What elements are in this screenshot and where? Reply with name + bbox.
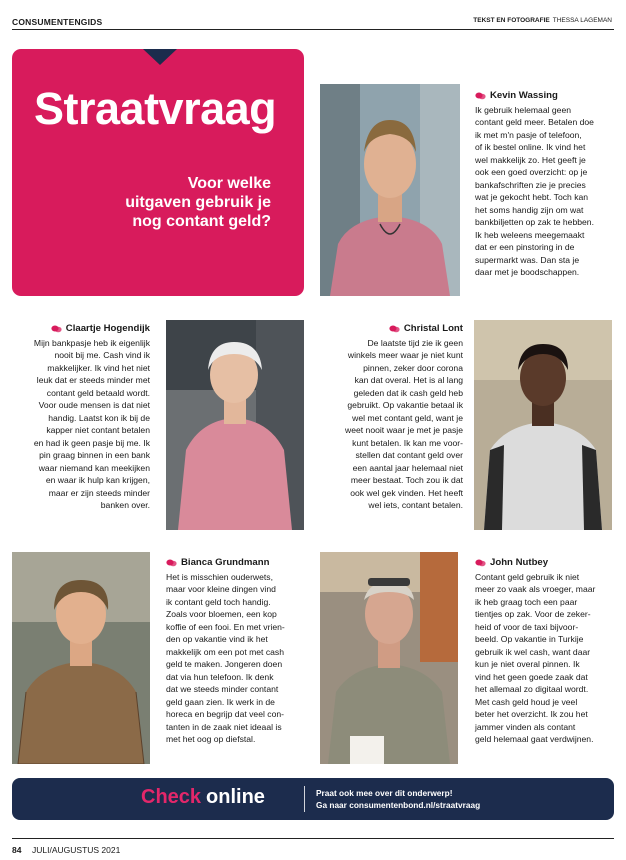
- quote-christal-lont: [345, 323, 463, 512]
- speech-bubble-icon: [51, 325, 62, 333]
- quote-line: wat je gekocht hebt. Toch kan: [475, 192, 589, 202]
- banner-text: [316, 787, 480, 811]
- person-name: John Nutbey: [475, 557, 595, 570]
- speech-bubble-icon: [475, 559, 486, 567]
- speech-bubble-icon: [166, 559, 177, 567]
- quote-line: makkelijk om een pot met cash: [166, 646, 284, 657]
- quote-line: gebruikt. Op vakantie betaal ik: [347, 400, 463, 410]
- photo-christal-lont: [474, 320, 612, 530]
- speech-bubble-icon: [389, 325, 400, 333]
- quote-line: stellen dat contant geld over: [355, 450, 463, 460]
- quote-line: waar niemand kan meekijken: [38, 462, 150, 473]
- photo-claartje-hogendijk: [166, 320, 304, 530]
- quote-line: weet nooit waar je met je pasje: [345, 425, 463, 435]
- quote-line: geld helemaal gaat verdwijnen.: [475, 734, 594, 744]
- banner-online-word: online: [206, 786, 265, 808]
- header-rule: [12, 29, 614, 30]
- person-name: Kevin Wassing: [475, 90, 594, 103]
- quote-claartje-hogendijk: [34, 323, 150, 512]
- quote-line: ik contant geld toch handig.: [166, 596, 271, 607]
- quote-line: pinnen, zeker door corona: [363, 362, 463, 373]
- quote-line: bankafschriften zie je precies: [475, 179, 586, 190]
- credit-label: TEKST EN FOTOGRAFIE: [473, 17, 550, 24]
- quote-line: ik heb graag toch een paar: [475, 596, 578, 607]
- banner-divider: [304, 786, 305, 812]
- quote-line: kun je niet overal pinnen. Ik: [475, 659, 580, 669]
- issue-date: JULI/AUGUSTUS 2021: [32, 845, 121, 855]
- quote-line: supermarkt was. Dan sta je: [475, 254, 580, 265]
- credit-author: THESSA LAGEMAN: [552, 17, 612, 24]
- quote-line: dat via hun telefoon. Ik denk: [166, 671, 274, 682]
- quote-bianca-grundmann: [166, 557, 285, 746]
- quote-line: nooit bij me. Cash vind ik: [54, 350, 150, 360]
- quote-line: De laatste tijd zie ik geen: [367, 337, 463, 348]
- speech-bubble-icon: [475, 92, 486, 100]
- banner-heading: [141, 786, 265, 809]
- quote-line: gebruik ik wel cash, want daar: [475, 646, 591, 657]
- quote-line: kunt betalen. Ik kan me voor-: [352, 437, 463, 448]
- quote-line: maar voor kleine dingen vind: [166, 584, 276, 594]
- quote-line: heid of voor de taxi bijvoor-: [475, 621, 579, 632]
- quote-line: contant geld betaald wordt.: [46, 387, 150, 398]
- quote-line: of ik bestel online. Ik vind het: [475, 142, 586, 152]
- question-line: nog contant geld?: [132, 213, 271, 230]
- quote-line: den op vakantie vind ik het: [166, 634, 268, 644]
- quote-line: meer zo vaak als vroeger, maar: [475, 584, 596, 594]
- quote-line: koffie of een fooi. En met vrien-: [166, 621, 285, 632]
- quote-line: het soms handig zijn om wat: [475, 204, 584, 215]
- quote-line: en had ik geen pasje bij me. Ik: [33, 437, 150, 448]
- quote-line: makkelijker. Ik vind het niet: [47, 362, 150, 373]
- quote-line: bankbiljetten op zak te hebben.: [475, 217, 594, 227]
- quote-line: Contant geld gebruik ik niet: [475, 571, 580, 582]
- quote-line: geld gaan zien. Ik werk in de: [166, 696, 275, 707]
- quote-line: kapper niet contant betalen: [46, 425, 150, 435]
- quote-line: contant geld meer. Betalen doe: [475, 117, 594, 127]
- footer-rule: [12, 838, 614, 839]
- quote-line: geld te maken. Jongeren doen: [166, 659, 283, 669]
- quote-line: geleden dat ik cash geld heb: [353, 387, 463, 398]
- quote-line: Ik heb weleens meegemaakt: [475, 229, 585, 240]
- question-line: Voor welke: [187, 175, 271, 192]
- quote-line: wel makkelijk zo. Het geeft je: [475, 154, 586, 165]
- quote-line: Zoals voor bloemen, een kop: [166, 609, 277, 619]
- page-number: 84: [12, 845, 22, 855]
- quote-line: en waar ik hulp kan krijgen,: [45, 475, 150, 485]
- quote-line: met het oog op diefstal.: [166, 734, 256, 744]
- quote-line: pin graag binnen in een bank: [39, 450, 150, 460]
- quote-line: het allemaal zo digitaal wordt.: [475, 684, 589, 694]
- quote-line: wel iets, contant betalen.: [368, 500, 463, 510]
- quote-line: leuk dat er steeds minder met: [36, 375, 150, 385]
- quote-line: horeca en begrijp dat veel con-: [166, 709, 285, 719]
- quote-line: ik met m'n pasje of telefoon,: [475, 129, 582, 140]
- quote-line: ook wel gek vinden. Het heeft: [350, 487, 463, 498]
- photo-bianca-grundmann: [12, 552, 150, 764]
- page-title: Straatvraag: [34, 83, 277, 134]
- quote-line: winkels meer waar je niet kunt: [347, 350, 463, 360]
- banner-check-word: Check: [141, 786, 202, 808]
- banner-line: Praat ook mee over dit onderwerp!: [316, 788, 453, 798]
- quote-line: dat we steeds minder contant: [166, 684, 279, 694]
- quote-line: tientjes op zak. Voor de zeker-: [475, 609, 591, 619]
- photo-kevin-wassing: [320, 84, 460, 296]
- quote-line: meer bestaat. Toch zou ik dat: [350, 475, 463, 485]
- quote-line: daar met je boodschappen.: [475, 267, 580, 277]
- quote-line: wel met contant geld, want je: [352, 412, 463, 423]
- hero-panel: [12, 49, 304, 296]
- section-title: CONSUMENTENGIDS: [12, 17, 103, 27]
- quote-line: dat er een pinstoring in de: [475, 242, 575, 252]
- quote-line: kan dat overal. Het is al lang: [354, 375, 463, 385]
- quote-line: vind het geen goede zaak dat: [475, 671, 588, 682]
- quote-line: een aantal jaar helemaal niet: [352, 462, 463, 473]
- quote-line: Ik gebruik helemaal geen: [475, 104, 572, 115]
- quote-line: tanten in de zaak niet ideaal is: [166, 721, 282, 732]
- quote-line: banken over.: [100, 500, 150, 510]
- hero-question: [71, 174, 271, 231]
- photo-credit: [473, 17, 612, 24]
- person-name: Claartje Hogendijk: [34, 323, 150, 336]
- quote-line: Mijn bankpasje heb ik eigenlijk: [33, 337, 150, 348]
- quote-line: maar er zijn steeds minder: [48, 487, 150, 498]
- hero-notch: [143, 49, 177, 65]
- quote-line: beeld. Op vakantie in Turkije: [475, 634, 584, 644]
- banner-link[interactable]: Ga naar consumentenbond.nl/straatvraag: [316, 800, 481, 810]
- check-online-banner: [12, 778, 614, 820]
- photo-john-nutbey: [320, 552, 458, 764]
- quote-line: jammer vinden als contant: [475, 721, 576, 732]
- quote-line: Het is misschien ouderwets,: [166, 571, 273, 582]
- person-name: Christal Lont: [345, 323, 463, 336]
- quote-line: beter het overzicht. Ik zou het: [475, 709, 588, 719]
- quote-line: Met cash geld houd je veel: [475, 696, 578, 707]
- quote-kevin-wassing: [475, 90, 594, 279]
- quote-john-nutbey: [475, 557, 595, 746]
- person-name: Bianca Grundmann: [166, 557, 285, 570]
- quote-line: ook een goed overzicht: op je: [475, 167, 588, 177]
- question-line: uitgaven gebruik je: [125, 194, 271, 211]
- quote-line: handig. Laatst kon ik bij de: [48, 412, 150, 423]
- quote-line: Voor oude mensen is dat niet: [38, 400, 150, 410]
